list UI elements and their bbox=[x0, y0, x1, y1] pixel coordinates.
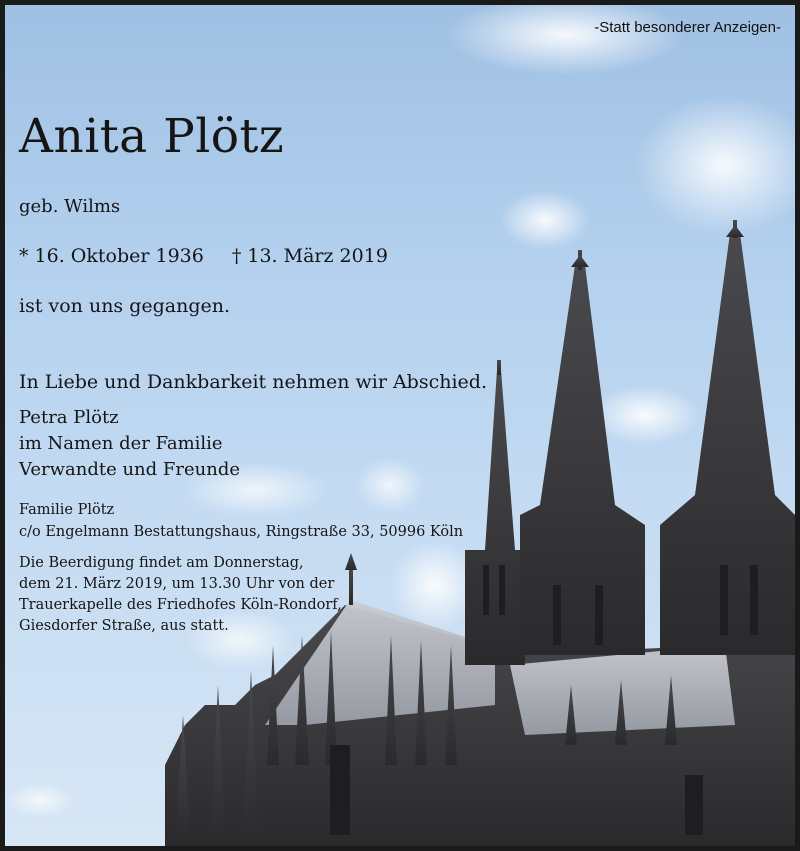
farewell-text: In Liebe und Dankbarkeit nehmen wir Abschied. bbox=[19, 371, 487, 393]
deceased-name: Anita Plötz bbox=[19, 109, 285, 164]
passed-text: ist von uns gegangen. bbox=[19, 295, 231, 317]
mourners-block bbox=[19, 405, 240, 483]
funeral-line: Giesdorfer Straße, aus statt. bbox=[19, 618, 229, 634]
maiden-name: geb. Wilms bbox=[19, 196, 121, 217]
funeral-line: Trauerkapelle des Friedhofes Köln-Rondorf, bbox=[19, 597, 342, 613]
funeral-line: dem 21. März 2019, um 13.30 Uhr von der bbox=[19, 576, 335, 592]
funeral-line: Die Beerdigung findet am Donnerstag, bbox=[19, 555, 304, 571]
funeral-details bbox=[19, 553, 342, 637]
death-date: † 13. März 2019 bbox=[231, 245, 388, 267]
life-dates bbox=[19, 245, 388, 267]
mourner-line: Petra Plötz bbox=[19, 407, 119, 428]
birth-date: * 16. Oktober 1936 bbox=[19, 245, 204, 267]
contact-family: Familie Plötz bbox=[19, 502, 115, 518]
contact-street: c/o Engelmann Bestattungshaus, Ringstraße 33, 50996 Köln bbox=[19, 524, 464, 540]
mourner-line: Verwandte und Freunde bbox=[19, 459, 241, 480]
contact-address bbox=[19, 499, 463, 543]
mourner-line: im Namen der Familie bbox=[19, 433, 223, 454]
notice-label: -Statt besonderer Anzeigen- bbox=[594, 19, 781, 36]
